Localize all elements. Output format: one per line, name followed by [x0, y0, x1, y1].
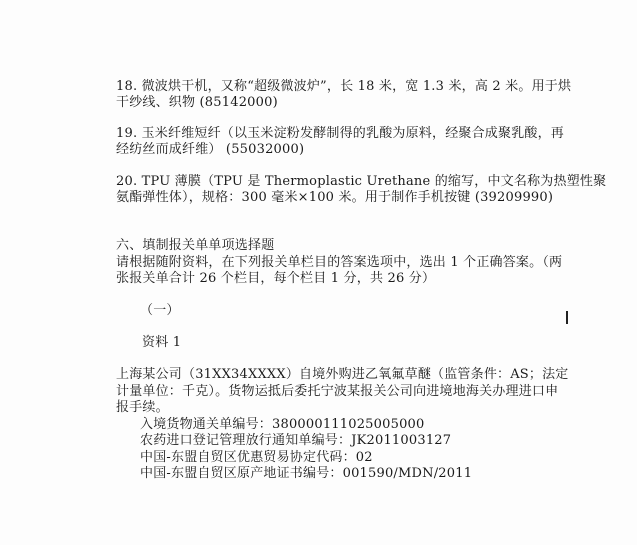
material-desc-line-2: 计量单位：千克）。货物运抵后委托宁波某报关公司向进境地海关办理进口申 — [116, 384, 559, 399]
detail-line: 中国-东盟自贸区优惠贸易协定代码：02 — [140, 450, 373, 465]
item-19-line-1: 19. 玉米纤维短纤（以玉米淀粉发酵制得的乳酸为原料，经聚合成聚乳酸，再 — [116, 126, 565, 141]
item-20-line-1: 20. TPU 薄膜（TPU 是 Thermoplastic Urethane 的缩写，中文名称为热塑性聚 — [116, 174, 607, 189]
material-desc-line-1: 上海某公司（31XX34XXXX）自境外购进乙氧氟草醚（监管条件：AS；法定 — [116, 367, 569, 382]
scan-artifact-mark — [566, 311, 568, 324]
material-heading: 资料 1 — [142, 335, 182, 350]
detail-line: 入境货物通关单编号：380000111025005000 — [140, 417, 425, 432]
material-desc-line-3: 报手续。 — [116, 400, 169, 415]
item-19-line-2: 经纺丝而成纤维） (55032000) — [116, 142, 305, 157]
part-heading: （一） — [140, 303, 180, 318]
detail-line: 农药进口登记管理放行通知单编号：JK2011003127 — [140, 433, 452, 448]
item-20-line-2: 氨酯弹性体），规格：300 毫米×100 米。用于制作手机按键 (39209990) — [116, 190, 554, 205]
section-title: 六、填制报关单单项选择题 — [116, 238, 275, 253]
instruction-line-2: 张报关单合计 26 个栏目，每个栏目 1 分，共 26 分） — [116, 271, 436, 286]
detail-line: 中国-东盟自贸区原产地证书编号：001590/MDN/2011 — [140, 466, 473, 481]
instruction-line-1: 请根据随附资料，在下列报关单栏目的答案选项中，选出 1 个正确答案。（两 — [116, 255, 563, 270]
item-18-line-2: 干纱线、织物 (85142000) — [116, 95, 278, 110]
item-18-line-1: 18. 微波烘干机，又称“超级微波炉”，长 18 米，宽 1.3 米，高 2 米。用于烘 — [116, 79, 572, 94]
